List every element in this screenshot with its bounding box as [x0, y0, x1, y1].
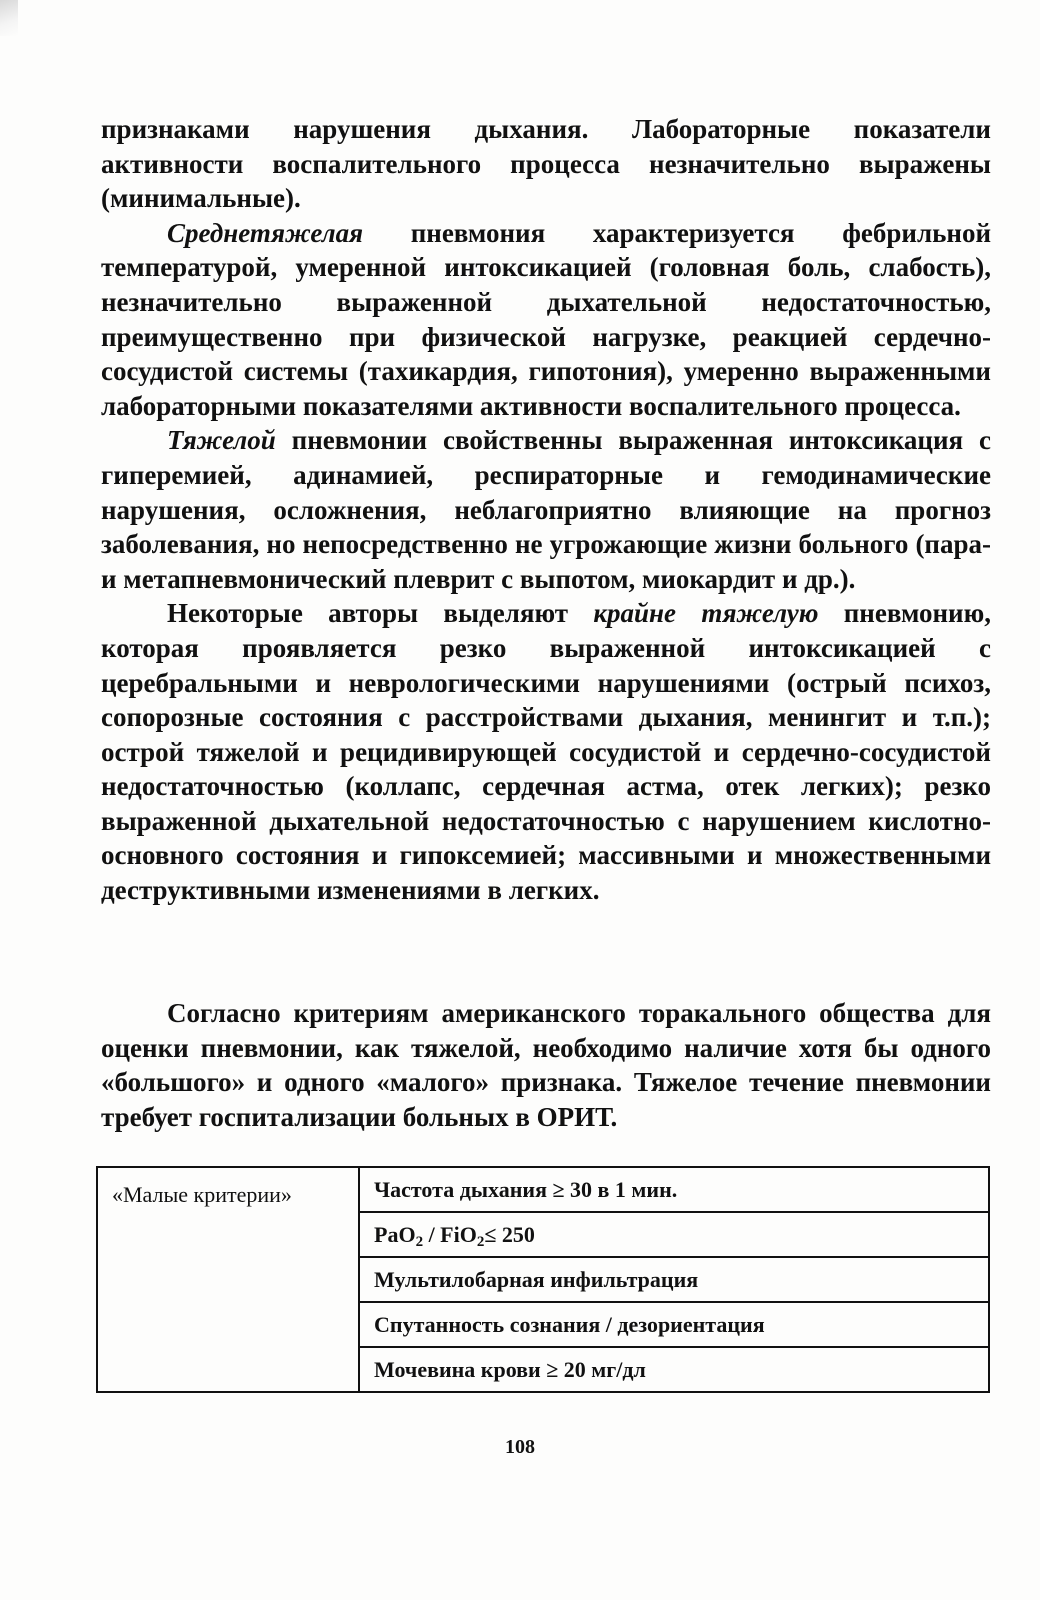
criterion-cell: Частота дыхания ≥ 30 в 1 мин.	[359, 1167, 989, 1212]
italic-term-severe: Тяжелой	[167, 425, 276, 456]
criterion-part: PaO	[374, 1221, 416, 1247]
criterion-part: / FiO	[423, 1221, 477, 1247]
ats-text	[101, 996, 991, 1134]
criterion-cell: Мочевина крови ≥ 20 мг/дл	[359, 1347, 989, 1392]
paragraph-extremely-severe	[101, 596, 991, 907]
criterion-part: ≤ 250	[484, 1221, 535, 1247]
paragraph-text: пневмония характеризуется фебрильной температурой, умеренной интоксикацией (головная боль, слабость), незначительно выраженной дыхательной недостаточностью, преимущественно при физической нагрузке, реакцией сердечно-сосудистой системы (тахикардия, гипотония), умеренно выраженными лабораторными показателями активности воспалительного процесса.	[101, 217, 991, 421]
italic-term-moderate: Среднетяжелая	[167, 217, 364, 248]
paragraph-text: пневмонии свойственны выраженная интоксикация с гиперемией, адинамией, респираторные и гемодинамические нарушения, осложнения, неблагоприятно влияющие на прогноз заболевания, но непосредственно не угрожающие жизни больного (пара- и метапневмонический плеврит с выпотом, миокардит и др.).	[101, 425, 991, 594]
criterion-cell: Спутанность сознания / дезориентация	[359, 1302, 989, 1347]
criteria-label-cell: «Малые критерии»	[97, 1167, 359, 1392]
subscript: 2	[415, 1233, 424, 1250]
paragraph-ats-criteria: Согласно критериям американского торакального общества для оценки пневмонии, как тяжелой, необходимо наличие хотя бы одного «большого» и одного «малого» признака. Тяжелое течение пневмонии требует госпитализации больных в ОРИТ.	[101, 998, 991, 1132]
paragraph-severe	[101, 423, 991, 596]
scan-corner-shadow	[0, 0, 18, 36]
paragraph-text: пневмонию, которая проявляется резко выраженной интоксикацией с церебральными и неврологическими нарушениями (острый психоз, сопорозные состояния с расстройствами дыхания, менингит и т.п.); острой тяжелой и рецидивирующей сосудистой и сердечно-сосудистой недостаточностью (коллапс, сердечная астма, отек легких); резко выраженной дыхательной недостаточностью с нарушением кислотно-основного состояния и гипоксемией; массивными и множественными деструктивными изменениями в легких.	[101, 598, 991, 906]
criterion-cell: Мультилобарная инфильтрация	[359, 1257, 989, 1302]
main-text	[101, 112, 991, 908]
subscript: 2	[476, 1233, 485, 1250]
paragraph-text: признаками нарушения дыхания. Лабораторные показатели активности воспалительного процесса незначительно выражены (минимальные).	[101, 114, 991, 214]
paragraph-moderate	[101, 216, 991, 424]
paragraph-text: Некоторые авторы выделяют	[167, 598, 594, 629]
minor-criteria-table	[96, 1166, 990, 1393]
italic-term-extremely-severe: крайне тяжелую	[593, 598, 819, 629]
paragraph-mild-continued	[101, 112, 991, 216]
table-row	[97, 1167, 989, 1212]
criterion-cell	[359, 1212, 989, 1257]
page-number: 108	[505, 1436, 535, 1458]
